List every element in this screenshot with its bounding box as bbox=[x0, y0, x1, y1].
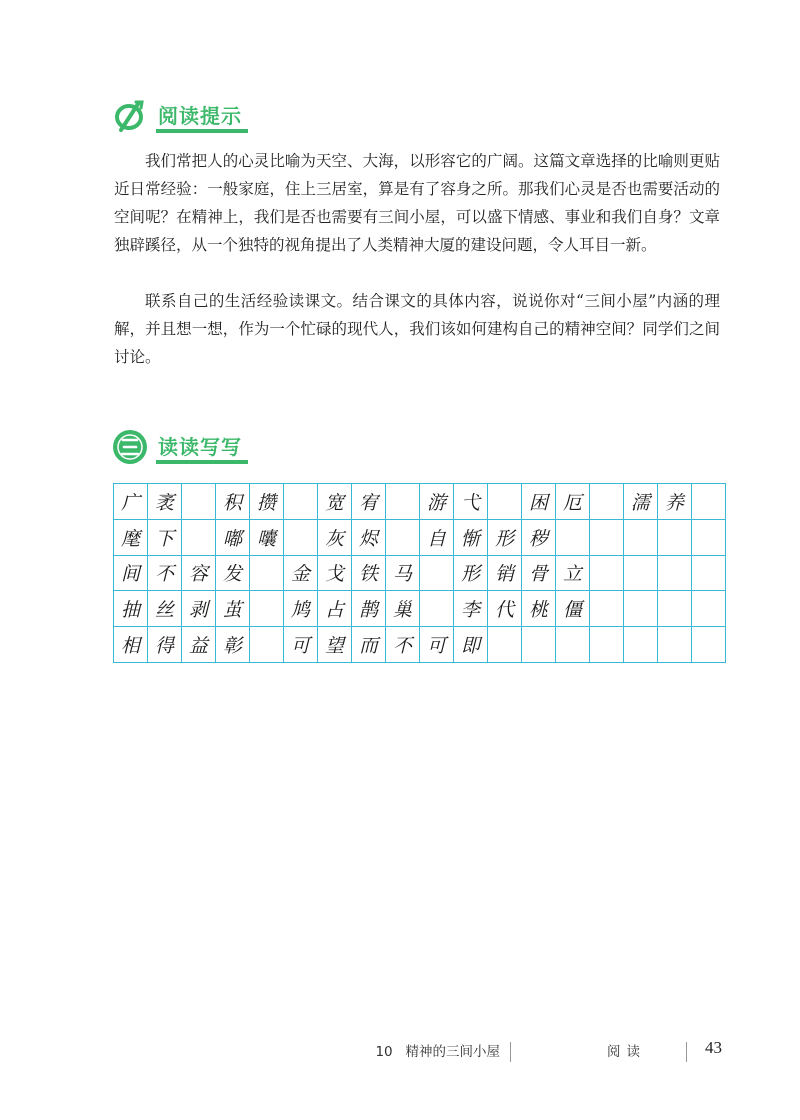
grid-character-cell: 可 bbox=[284, 627, 318, 663]
grid-character-cell: 骨 bbox=[522, 556, 556, 592]
grid-character-cell: 销 bbox=[488, 556, 522, 592]
grid-character-cell: 下 bbox=[148, 520, 182, 556]
grid-character-cell: 望 bbox=[318, 627, 352, 663]
grid-character-cell: 茧 bbox=[216, 591, 250, 627]
grid-character-cell: 即 bbox=[454, 627, 488, 663]
grid-character-cell: 灰 bbox=[318, 520, 352, 556]
chapter-title: 精神的三间小屋 bbox=[405, 1044, 500, 1060]
grid-empty-cell bbox=[522, 627, 556, 663]
grid-character-cell: 秽 bbox=[522, 520, 556, 556]
grid-empty-cell bbox=[250, 591, 284, 627]
grid-character-cell: 积 bbox=[216, 484, 250, 520]
grid-character-cell: 自 bbox=[420, 520, 454, 556]
grid-character-cell: 弋 bbox=[454, 484, 488, 520]
grid-character-cell: 惭 bbox=[454, 520, 488, 556]
grid-character-cell: 剥 bbox=[182, 591, 216, 627]
grid-character-cell: 游 bbox=[420, 484, 454, 520]
footer-divider bbox=[686, 1042, 687, 1062]
grid-character-cell: 宽 bbox=[318, 484, 352, 520]
grid-character-cell: 攒 bbox=[250, 484, 284, 520]
reading-tips-icon bbox=[112, 98, 148, 134]
grid-character-cell: 厄 bbox=[556, 484, 590, 520]
grid-empty-cell bbox=[488, 484, 522, 520]
practice-word-grid bbox=[113, 483, 726, 663]
grid-character-cell: 濡 bbox=[624, 484, 658, 520]
footer-divider bbox=[510, 1042, 511, 1062]
grid-empty-cell bbox=[386, 520, 420, 556]
grid-empty-cell bbox=[658, 627, 692, 663]
grid-empty-cell bbox=[386, 484, 420, 520]
grid-empty-cell bbox=[692, 484, 726, 520]
footer-section-label: 阅读 bbox=[607, 1044, 646, 1060]
grid-character-cell: 可 bbox=[420, 627, 454, 663]
section-title-reading-tips: 阅读提示 bbox=[158, 103, 242, 128]
grid-character-cell: 囔 bbox=[250, 520, 284, 556]
grid-empty-cell bbox=[284, 484, 318, 520]
grid-empty-cell bbox=[420, 556, 454, 592]
grid-character-cell: 养 bbox=[658, 484, 692, 520]
grid-character-cell: 困 bbox=[522, 484, 556, 520]
title-underline bbox=[156, 129, 248, 133]
grid-character-cell: 麾 bbox=[114, 520, 148, 556]
grid-character-cell: 嘟 bbox=[216, 520, 250, 556]
page-footer bbox=[0, 1040, 800, 1064]
practice-badge-icon bbox=[112, 429, 148, 465]
grid-character-cell: 马 bbox=[386, 556, 420, 592]
grid-character-cell: 烬 bbox=[352, 520, 386, 556]
grid-character-cell: 巢 bbox=[386, 591, 420, 627]
grid-empty-cell bbox=[624, 627, 658, 663]
grid-character-cell: 李 bbox=[454, 591, 488, 627]
grid-empty-cell bbox=[692, 520, 726, 556]
grid-empty-cell bbox=[284, 520, 318, 556]
grid-empty-cell bbox=[624, 591, 658, 627]
grid-empty-cell bbox=[590, 484, 624, 520]
grid-empty-cell bbox=[250, 627, 284, 663]
grid-character-cell: 鸠 bbox=[284, 591, 318, 627]
grid-character-cell: 彰 bbox=[216, 627, 250, 663]
grid-empty-cell bbox=[658, 591, 692, 627]
grid-character-cell: 袤 bbox=[148, 484, 182, 520]
grid-character-cell: 益 bbox=[182, 627, 216, 663]
grid-empty-cell bbox=[556, 520, 590, 556]
grid-empty-cell bbox=[556, 627, 590, 663]
tips-paragraph: 联系自己的生活经验读课文。结合课文的具体内容，说说你对“三间小屋”内涵的理解，并且想一想，作为一个忙碌的现代人，我们该如何建构自己的精神空间？同学们之间讨论。 bbox=[114, 292, 720, 366]
grid-character-cell: 不 bbox=[148, 556, 182, 592]
grid-character-cell: 金 bbox=[284, 556, 318, 592]
grid-character-cell: 不 bbox=[386, 627, 420, 663]
grid-empty-cell bbox=[624, 520, 658, 556]
grid-character-cell: 戈 bbox=[318, 556, 352, 592]
grid-character-cell: 宥 bbox=[352, 484, 386, 520]
grid-empty-cell bbox=[420, 591, 454, 627]
grid-empty-cell bbox=[250, 556, 284, 592]
section-title-practice: 读读写写 bbox=[158, 434, 242, 459]
footer-chapter bbox=[375, 1040, 500, 1060]
grid-empty-cell bbox=[590, 520, 624, 556]
grid-empty-cell bbox=[658, 520, 692, 556]
grid-empty-cell bbox=[182, 484, 216, 520]
grid-empty-cell bbox=[590, 627, 624, 663]
grid-character-cell: 代 bbox=[488, 591, 522, 627]
tips-paragraph: 我们常把人的心灵比喻为天空、大海，以形容它的广阔。这篇文章选择的比喻则更贴近日常经验：一般家庭，住上三居室，算是有了容身之所。那我们心灵是否也需要活动的空间呢？在精神上，我们是否也需要有三间小屋，可以盛下情感、事业和我们自身？文章独辟蹊径，从一个独特的视角提出了人类精神大厦的建设问题，令人耳目一新。 bbox=[114, 152, 720, 254]
grid-empty-cell bbox=[590, 556, 624, 592]
grid-character-cell: 相 bbox=[114, 627, 148, 663]
grid-empty-cell bbox=[692, 627, 726, 663]
grid-character-cell: 容 bbox=[182, 556, 216, 592]
grid-character-cell: 抽 bbox=[114, 591, 148, 627]
grid-character-cell: 间 bbox=[114, 556, 148, 592]
grid-empty-cell bbox=[182, 520, 216, 556]
grid-character-cell: 形 bbox=[454, 556, 488, 592]
grid-character-cell: 鹊 bbox=[352, 591, 386, 627]
grid-empty-cell bbox=[488, 627, 522, 663]
grid-character-cell: 广 bbox=[114, 484, 148, 520]
grid-empty-cell bbox=[624, 556, 658, 592]
grid-character-cell: 铁 bbox=[352, 556, 386, 592]
grid-character-cell: 占 bbox=[318, 591, 352, 627]
grid-character-cell: 丝 bbox=[148, 591, 182, 627]
grid-character-cell: 桃 bbox=[522, 591, 556, 627]
grid-character-cell: 得 bbox=[148, 627, 182, 663]
chapter-number: 10 bbox=[375, 1044, 393, 1060]
grid-character-cell: 而 bbox=[352, 627, 386, 663]
grid-character-cell: 发 bbox=[216, 556, 250, 592]
title-underline bbox=[156, 460, 248, 464]
page-number: 43 bbox=[705, 1038, 722, 1057]
grid-empty-cell bbox=[590, 591, 624, 627]
grid-empty-cell bbox=[692, 556, 726, 592]
grid-empty-cell bbox=[658, 556, 692, 592]
grid-character-cell: 立 bbox=[556, 556, 590, 592]
grid-character-cell: 僵 bbox=[556, 591, 590, 627]
grid-empty-cell bbox=[692, 591, 726, 627]
grid-character-cell: 形 bbox=[488, 520, 522, 556]
